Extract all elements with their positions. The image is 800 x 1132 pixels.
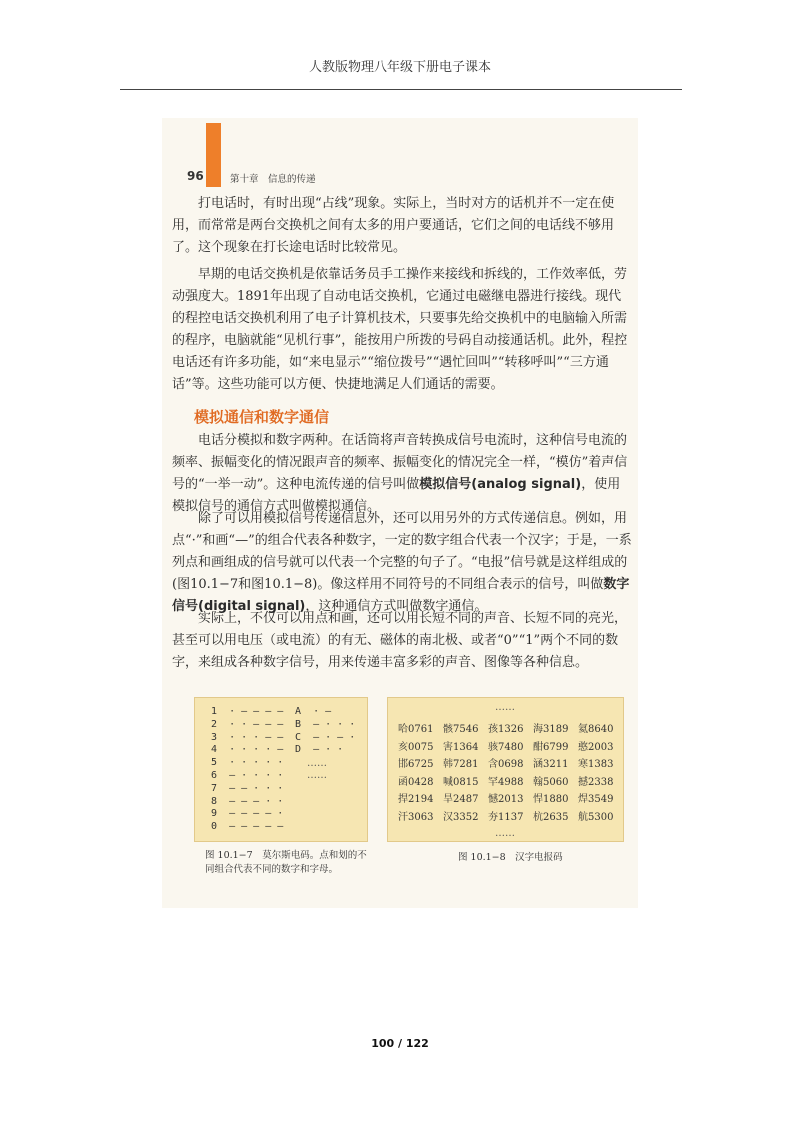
telegraph-code-cell: 孩1326 <box>488 724 524 735</box>
telegraph-code-cell: 撼2338 <box>578 776 614 788</box>
document-title: 人教版物理八年级下册电子课本 <box>308 60 491 75</box>
telegraph-code-cell: 汗3063 <box>398 811 434 823</box>
morse-letter-code: · — <box>313 706 332 717</box>
morse-digit-row <box>211 757 283 768</box>
chapter-marker-bar <box>206 123 221 187</box>
telegraph-code-cell: 邯6725 <box>398 759 434 770</box>
telegraph-code-cell: 旱2487 <box>443 794 479 805</box>
morse-letter-code: — · — · <box>313 731 356 743</box>
morse-caption-number: 图 10.1−7 <box>205 850 253 861</box>
telegraph-code-cell: 航5300 <box>578 811 614 823</box>
telegraph-code-cell: 汉3352 <box>443 811 479 823</box>
paragraph-3 <box>172 430 632 518</box>
telegraph-ellipsis-top: …… <box>495 702 515 713</box>
morse-caption-text: 莫尔斯电码。点和划的不同组合代表不同的数字和字母。 <box>205 850 367 875</box>
telegraph-code-cell: 悍1880 <box>533 794 569 805</box>
morse-digit-label: 8 <box>211 795 218 807</box>
paragraph-3-text-a: 电话分模拟和数字两种。在话筒将声音转换成信号电流时，这种信号电流的频率、振幅变化的情况跟声音的频率、振幅变化的情况完全一样，“模仿”着声信号的“一举一动”。这种电流传递的信号叫做 <box>172 433 628 492</box>
morse-digit-label: 1 <box>211 706 218 717</box>
morse-letter-row <box>295 706 331 717</box>
morse-digit-row <box>211 732 283 743</box>
telegraph-caption: 图 10.1−8 汉字电报码 <box>458 852 563 863</box>
telegraph-code-cell: 憾2013 <box>488 794 524 805</box>
morse-digit-row <box>211 821 283 832</box>
telegraph-code-cell: 海3189 <box>533 724 569 735</box>
morse-digit-row <box>211 744 283 755</box>
telegraph-ellipsis-bottom: …… <box>495 828 515 839</box>
morse-letter-row <box>295 719 355 730</box>
morse-digit-label: 3 <box>211 731 218 743</box>
morse-digit-code: — · · · · <box>229 770 284 781</box>
morse-digit-code: · · · — — <box>229 731 284 743</box>
morse-letter-label: B <box>295 718 302 730</box>
telegraph-code-cell: 涵3211 <box>533 759 569 770</box>
paragraph-2: 早期的电话交换机是依靠话务员手工操作来接线和拆线的，工作效率低，劳动强度大。1891年出现了自动电话交换机，它通过电磁继电器进行接线。现代的程控电话交换机利用了电子计算机技术，只要事先给交换机中的电脑输入所需的程序，电脑就能“见机行事”，能按用户所拨的号码自动接通话机。此外，程控电话还有许多功能，如“来电显示”“缩位拨号”“遇忙回叫”“转移呼叫”“三方通话”等。这些功能可以方便、快捷地满足人们通话的需要。 <box>172 267 628 392</box>
morse-digit-label: 5 <box>211 757 218 769</box>
telegraph-code-cell: 含0698 <box>488 759 524 770</box>
morse-digit-label: 9 <box>211 808 218 820</box>
morse-digit-code: — — — — — <box>229 821 284 833</box>
morse-digit-label: 2 <box>211 718 218 730</box>
telegraph-code-cell: 捍2194 <box>398 794 434 805</box>
telegraph-code-cell: 焊3549 <box>578 794 614 805</box>
morse-digit-code: — — · · · <box>229 782 284 794</box>
term-digital-signal: 数字信号(digital signal) <box>172 577 630 614</box>
morse-digit-row <box>211 706 283 717</box>
paragraph-4-text-b: ，这种通信方式叫做数字通信。 <box>305 599 488 614</box>
telegraph-code-cell: 哈0761 <box>398 724 434 735</box>
telegraph-code-figure <box>387 697 624 842</box>
morse-digit-code: · — — — — <box>229 706 284 717</box>
telegraph-code-cell: 骇7480 <box>488 741 524 753</box>
paragraph-3-text-b: ，使用模拟信号的通信方式叫做模拟通信。 <box>172 477 621 514</box>
morse-caption <box>205 849 375 877</box>
morse-digit-row <box>211 808 283 819</box>
telegraph-code-cell: 夯1137 <box>488 811 524 823</box>
telegraph-code-cell: 氦8640 <box>578 724 614 735</box>
morse-ellipsis: …… <box>307 758 327 769</box>
header-rule <box>120 89 682 90</box>
telegraph-code-cell: 喊0815 <box>443 776 479 788</box>
telegraph-code-cell: 害1364 <box>443 741 479 753</box>
telegraph-code-cell: 酣6799 <box>533 741 569 753</box>
morse-letter-row <box>295 744 343 755</box>
morse-code-figure <box>194 697 368 842</box>
morse-digit-label: 4 <box>211 744 218 756</box>
morse-letter-label: A <box>295 706 302 717</box>
morse-letter-label: C <box>295 731 302 743</box>
morse-digit-code: · · · · — <box>229 744 284 756</box>
morse-digit-row <box>211 783 283 794</box>
morse-digit-row <box>211 719 283 730</box>
morse-letter-code: — · · <box>313 744 344 756</box>
paragraph-1: 打电话时，有时出现“占线”现象。实际上，当时对方的话机并不一定在使用，而常常是两台交换机之间有太多的用户要通话，它们之间的电话线不够用了。这个现象在打长途电话时比较常见。 <box>172 196 615 255</box>
paragraph-4-text-a: 除了可以用模拟信号传递信息外，还可以用另外的方式传递信息。例如，用点“·”和画“—”的组合代表各种数字，一定的数字组合代表一个汉字；于是，一系列点和画组成的信号就可以代表一个完整的句子了。“电报”信号就是这样组成的(图10.1−7和图10.1−8)。像这样用不同符号的不同组合表示的信号，叫做 <box>172 511 632 592</box>
chapter-title: 第十章 信息的传递 <box>230 174 316 185</box>
morse-ellipsis-2: …… <box>307 770 327 781</box>
telegraph-code-cell: 韩7281 <box>443 759 479 770</box>
morse-digit-code: · · · · · <box>229 757 284 769</box>
page-indicator: 100 / 122 <box>371 1037 429 1050</box>
telegraph-code-cell: 函0428 <box>398 776 434 788</box>
morse-digit-label: 7 <box>211 782 218 794</box>
morse-letter-label: D <box>295 744 302 756</box>
telegraph-code-cell: 亥0075 <box>398 741 434 753</box>
telegraph-code-cell: 骸7546 <box>443 724 479 735</box>
telegraph-code-cell: 杭2635 <box>533 811 569 823</box>
morse-digit-label: 6 <box>211 770 218 781</box>
telegraph-code-cell: 寒1383 <box>578 759 614 770</box>
paragraph-5: 实际上，不仅可以用点和画，还可以用长短不同的声音、长短不同的亮光，甚至可以用电压（或电流）的有无、磁体的南北极、或者“0”“1”两个不同的数字，来组成各种数字信号，用来传递丰富多彩的声音、图像等各种信息。 <box>172 611 628 670</box>
morse-letter-row <box>295 732 355 743</box>
morse-digit-row <box>211 796 283 807</box>
morse-digit-code: · · — — — <box>229 718 284 730</box>
term-analog-signal: 模拟信号(analog signal) <box>419 477 582 492</box>
telegraph-code-cell: 罕4988 <box>488 776 524 788</box>
morse-digit-row <box>211 770 283 781</box>
morse-digit-code: — — — · · <box>229 795 284 807</box>
telegraph-code-cell: 憨2003 <box>578 741 614 753</box>
section-heading: 模拟通信和数字通信 <box>194 408 330 426</box>
paragraph-4 <box>172 508 632 618</box>
morse-digit-label: 0 <box>211 821 218 833</box>
morse-letter-code: — · · · <box>313 718 356 730</box>
telegraph-code-cell: 翰5060 <box>533 776 569 788</box>
book-page-number: 96 <box>187 169 204 183</box>
morse-digit-code: — — — — · <box>229 808 284 820</box>
